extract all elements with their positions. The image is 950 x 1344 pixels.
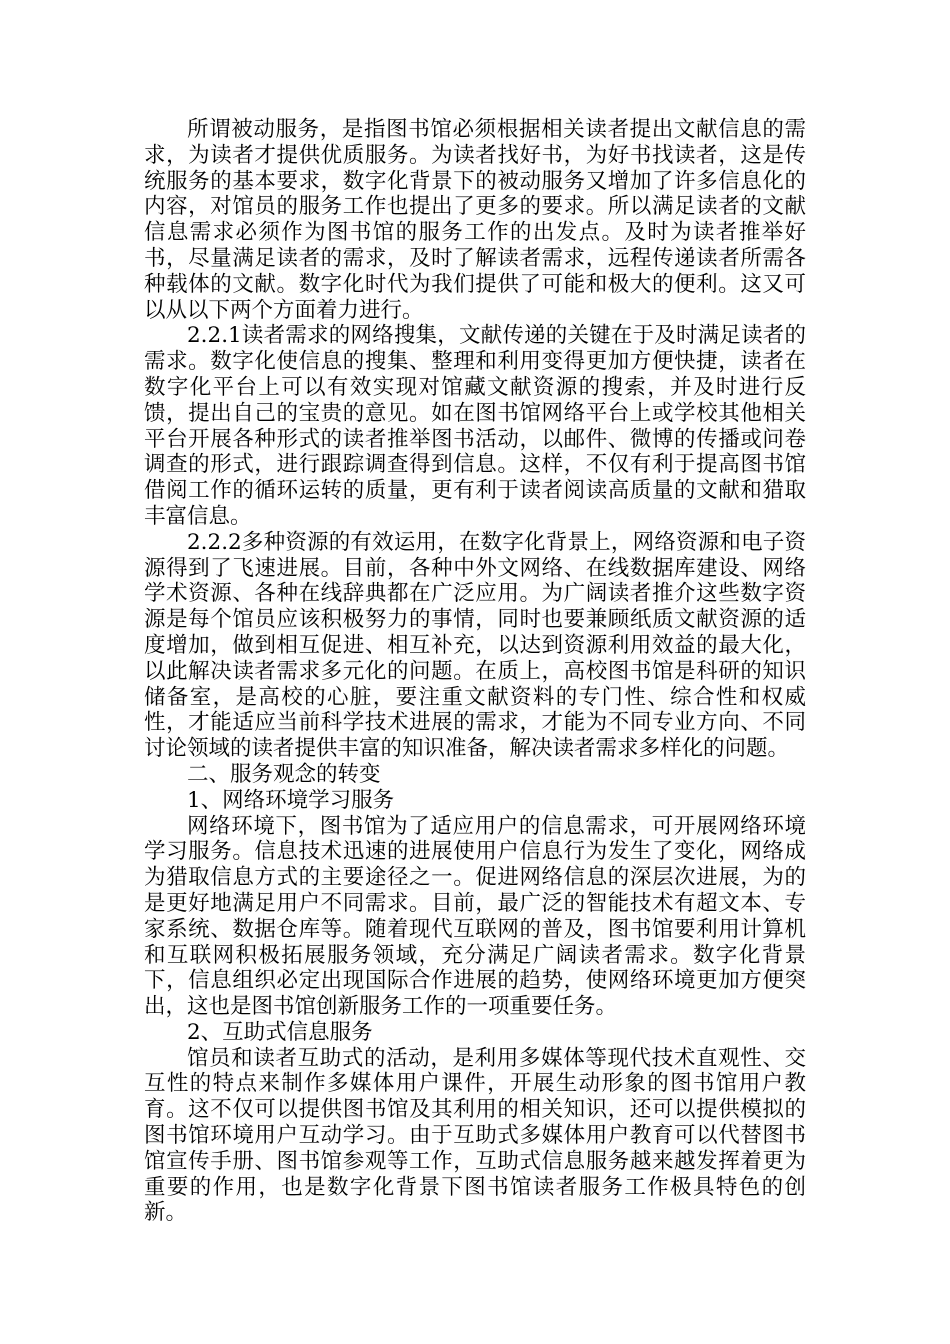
paragraph-network-learning: 网络环境下，图书馆为了适应用户的信息需求，可开展网络环境学习服务。信息技术迅速的进展使用户信息行为发生了变化，网络成为猎取信息方式的主要途径之一。促进网络信息的深层次进展，为的是更好地满足用户不同需求。目前，最广泛的智能技术有超文本、专家系统、数据仓库等。随着现代互联网的普及，图书馆要利用计算机和互联网积极拓展服务领域，充分满足广阔读者需求。数字化背景下，信息组织必定出现国际合作进展的趋势，使网络环境更加方便突出，这也是图书馆创新服务工作的一项重要任务。 <box>144 813 806 1020</box>
paragraph-2-2-1: 2.2.1读者需求的网络搜集，文献传递的关键在于及时满足读者的需求。数字化使信息的搜集、整理和利用变得更加方便快捷，读者在数字化平台上可以有效实现对馆藏文献资源的搜索，并及时进行反馈，提出自己的宝贵的意见。如在图书馆网络平台上或学校其他相关平台开展各种形式的读者推举图书活动，以邮件、微博的传播或问卷调查的形式，进行跟踪调查得到信息。这样，不仅有利于提高图书馆借阅工作的循环运转的质量，更有利于读者阅读高质量的文献和猎取丰富信息。 <box>144 323 806 529</box>
paragraph-2-2-2: 2.2.2多种资源的有效运用，在数字化背景上，网络资源和电子资源得到了飞速进展。目前，各种中外文网络、在线数据库建设、网络学术资源、各种在线辞典都在广泛应用。为广阔读者推介这些数字资源是每个馆员应该积极努力的事情，同时也要兼顾纸质文献资源的适度增加，做到相互促进、相互补充，以达到资源利用效益的最大化，以此解决读者需求多元化的问题。在质上，高校图书馆是科研的知识储备室，是高校的心脏，要注重文献资料的专门性、综合性和权威性，才能适应当前科学技术进展的需求，才能为不同专业方向、不同讨论领域的读者提供丰富的知识准备，解决读者需求多样化的问题。 <box>144 529 806 762</box>
document-page <box>144 117 806 1226</box>
paragraph-passive-service: 所谓被动服务，是指图书馆必须根据相关读者提出文献信息的需求，为读者才提供优质服务。为读者找好书，为好书找读者，这是传统服务的基本要求，数字化背景下的被动服务又增加了许多信息化的内容，对馆员的服务工作也提出了更多的要求。所以满足读者的文献信息需求必须作为图书馆的服务工作的出发点。及时为读者推举好书，尽量满足读者的需求，及时了解读者需求，远程传递读者所需各种载体的文献。数字化时代为我们提供了可能和极大的便利。这又可以从以下两个方面着力进行。 <box>144 117 806 323</box>
section-heading-service-concept: 二、服务观念的转变 <box>187 761 381 787</box>
subsection-heading-network-learning: 1、网络环境学习服务 <box>187 787 395 813</box>
paragraph-mutual-aid: 馆员和读者互助式的活动，是利用多媒体等现代技术直观性、交互性的特点来制作多媒体用户课件，开展生动形象的图书馆用户教育。这不仅可以提供图书馆及其利用的相关知识，还可以提供模拟的图书馆环境用户互动学习。由于互助式多媒体用户教育可以代替图书馆宣传手册、图书馆参观等工作，互助式信息服务越来越发挥着更为重要的作用，也是数字化背景下图书馆读者服务工作极具特色的创新。 <box>144 1045 806 1226</box>
subsection-heading-mutual-aid: 2、互助式信息服务 <box>187 1019 373 1045</box>
